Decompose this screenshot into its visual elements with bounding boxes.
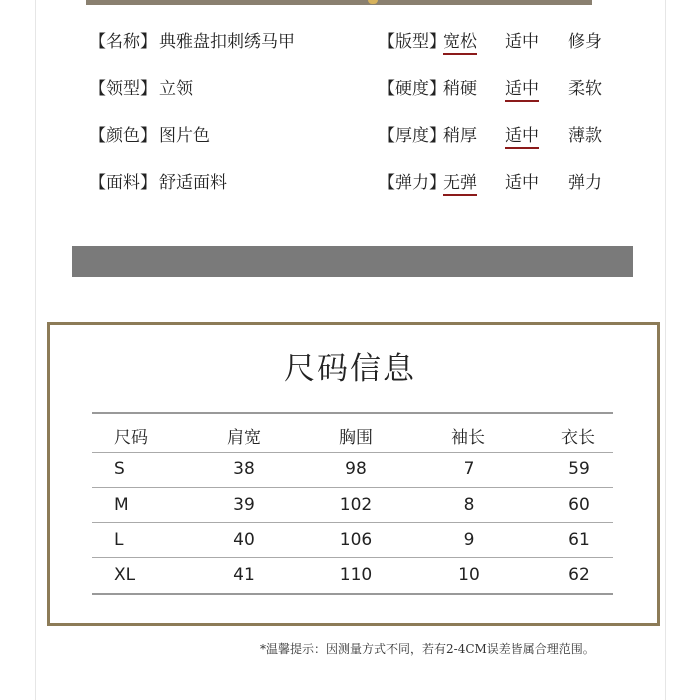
table-cell: 41 [233,565,255,585]
table-cell: 60 [568,495,590,515]
attr-label: 【领型】 [89,79,157,99]
table-rule [92,487,613,488]
measurement-footnote: *温馨提示：因测量方式不同，若有2-4CM误差皆属合理范围。 [260,642,595,656]
table-header-cell: 肩宽 [227,428,261,448]
attr-value: 典雅盘扣刺绣马甲 [159,32,295,52]
table-rule [92,593,613,595]
prop-fit [378,32,602,52]
table-cell: 7 [463,459,475,479]
prop-option: 宽松 [443,32,477,55]
prop-label: 【版型】 [378,32,446,52]
attr-label: 【名称】 [89,32,157,52]
attr-color [89,126,210,146]
table-cell: 62 [568,565,590,585]
attr-label: 【面料】 [89,173,157,193]
table-header-cell: 衣长 [561,428,595,448]
prop-option: 适中 [505,32,539,52]
table-cell: 61 [568,530,590,550]
table-cell: 8 [463,495,475,515]
table-rule [92,412,613,414]
table-cell: 38 [233,459,255,479]
prop-hardness [378,79,602,99]
prop-elasticity [378,173,602,193]
table-cell: 102 [339,495,373,515]
prop-label: 【硬度】 [378,79,446,99]
attr-value: 立领 [159,79,193,99]
attr-label: 【颜色】 [89,126,157,146]
button-ornament [368,0,378,4]
table-cell: M [114,495,129,515]
table-rule [92,522,613,523]
attr-value: 舒适面料 [159,173,227,193]
table-cell: 110 [339,565,373,585]
table-header-cell: 袖长 [451,428,485,448]
table-cell: 10 [458,565,480,585]
attr-value: 图片色 [159,126,210,146]
table-header-cell: 尺码 [114,428,148,448]
table-cell: 40 [233,530,255,550]
table-cell: 39 [233,495,255,515]
table-cell: 59 [568,459,590,479]
prop-option: 薄款 [568,126,602,146]
prop-option: 适中 [505,126,539,149]
attr-name [89,32,295,52]
attr-collar [89,79,193,99]
table-cell: S [114,459,125,479]
table-cell: L [114,530,124,550]
product-image-edge [86,0,592,5]
table-cell: XL [114,565,136,585]
section-divider-bar [72,246,633,277]
table-header-cell: 胸围 [339,428,373,448]
prop-label: 【弹力】 [378,173,446,193]
prop-option: 稍硬 [443,79,477,99]
prop-option: 无弹 [443,173,477,196]
prop-label: 【厚度】 [378,126,446,146]
prop-option: 弹力 [568,173,602,193]
attr-fabric [89,173,227,193]
prop-option: 适中 [505,173,539,193]
table-cell: 98 [345,459,367,479]
size-table-title: 尺码信息 [284,351,416,387]
prop-option: 修身 [568,32,602,52]
prop-option: 适中 [505,79,539,102]
prop-option: 稍厚 [443,126,477,146]
table-rule [92,557,613,558]
prop-option: 柔软 [568,79,602,99]
prop-thickness [378,126,602,146]
table-rule [92,452,613,453]
table-cell: 9 [463,530,475,550]
table-cell: 106 [339,530,373,550]
